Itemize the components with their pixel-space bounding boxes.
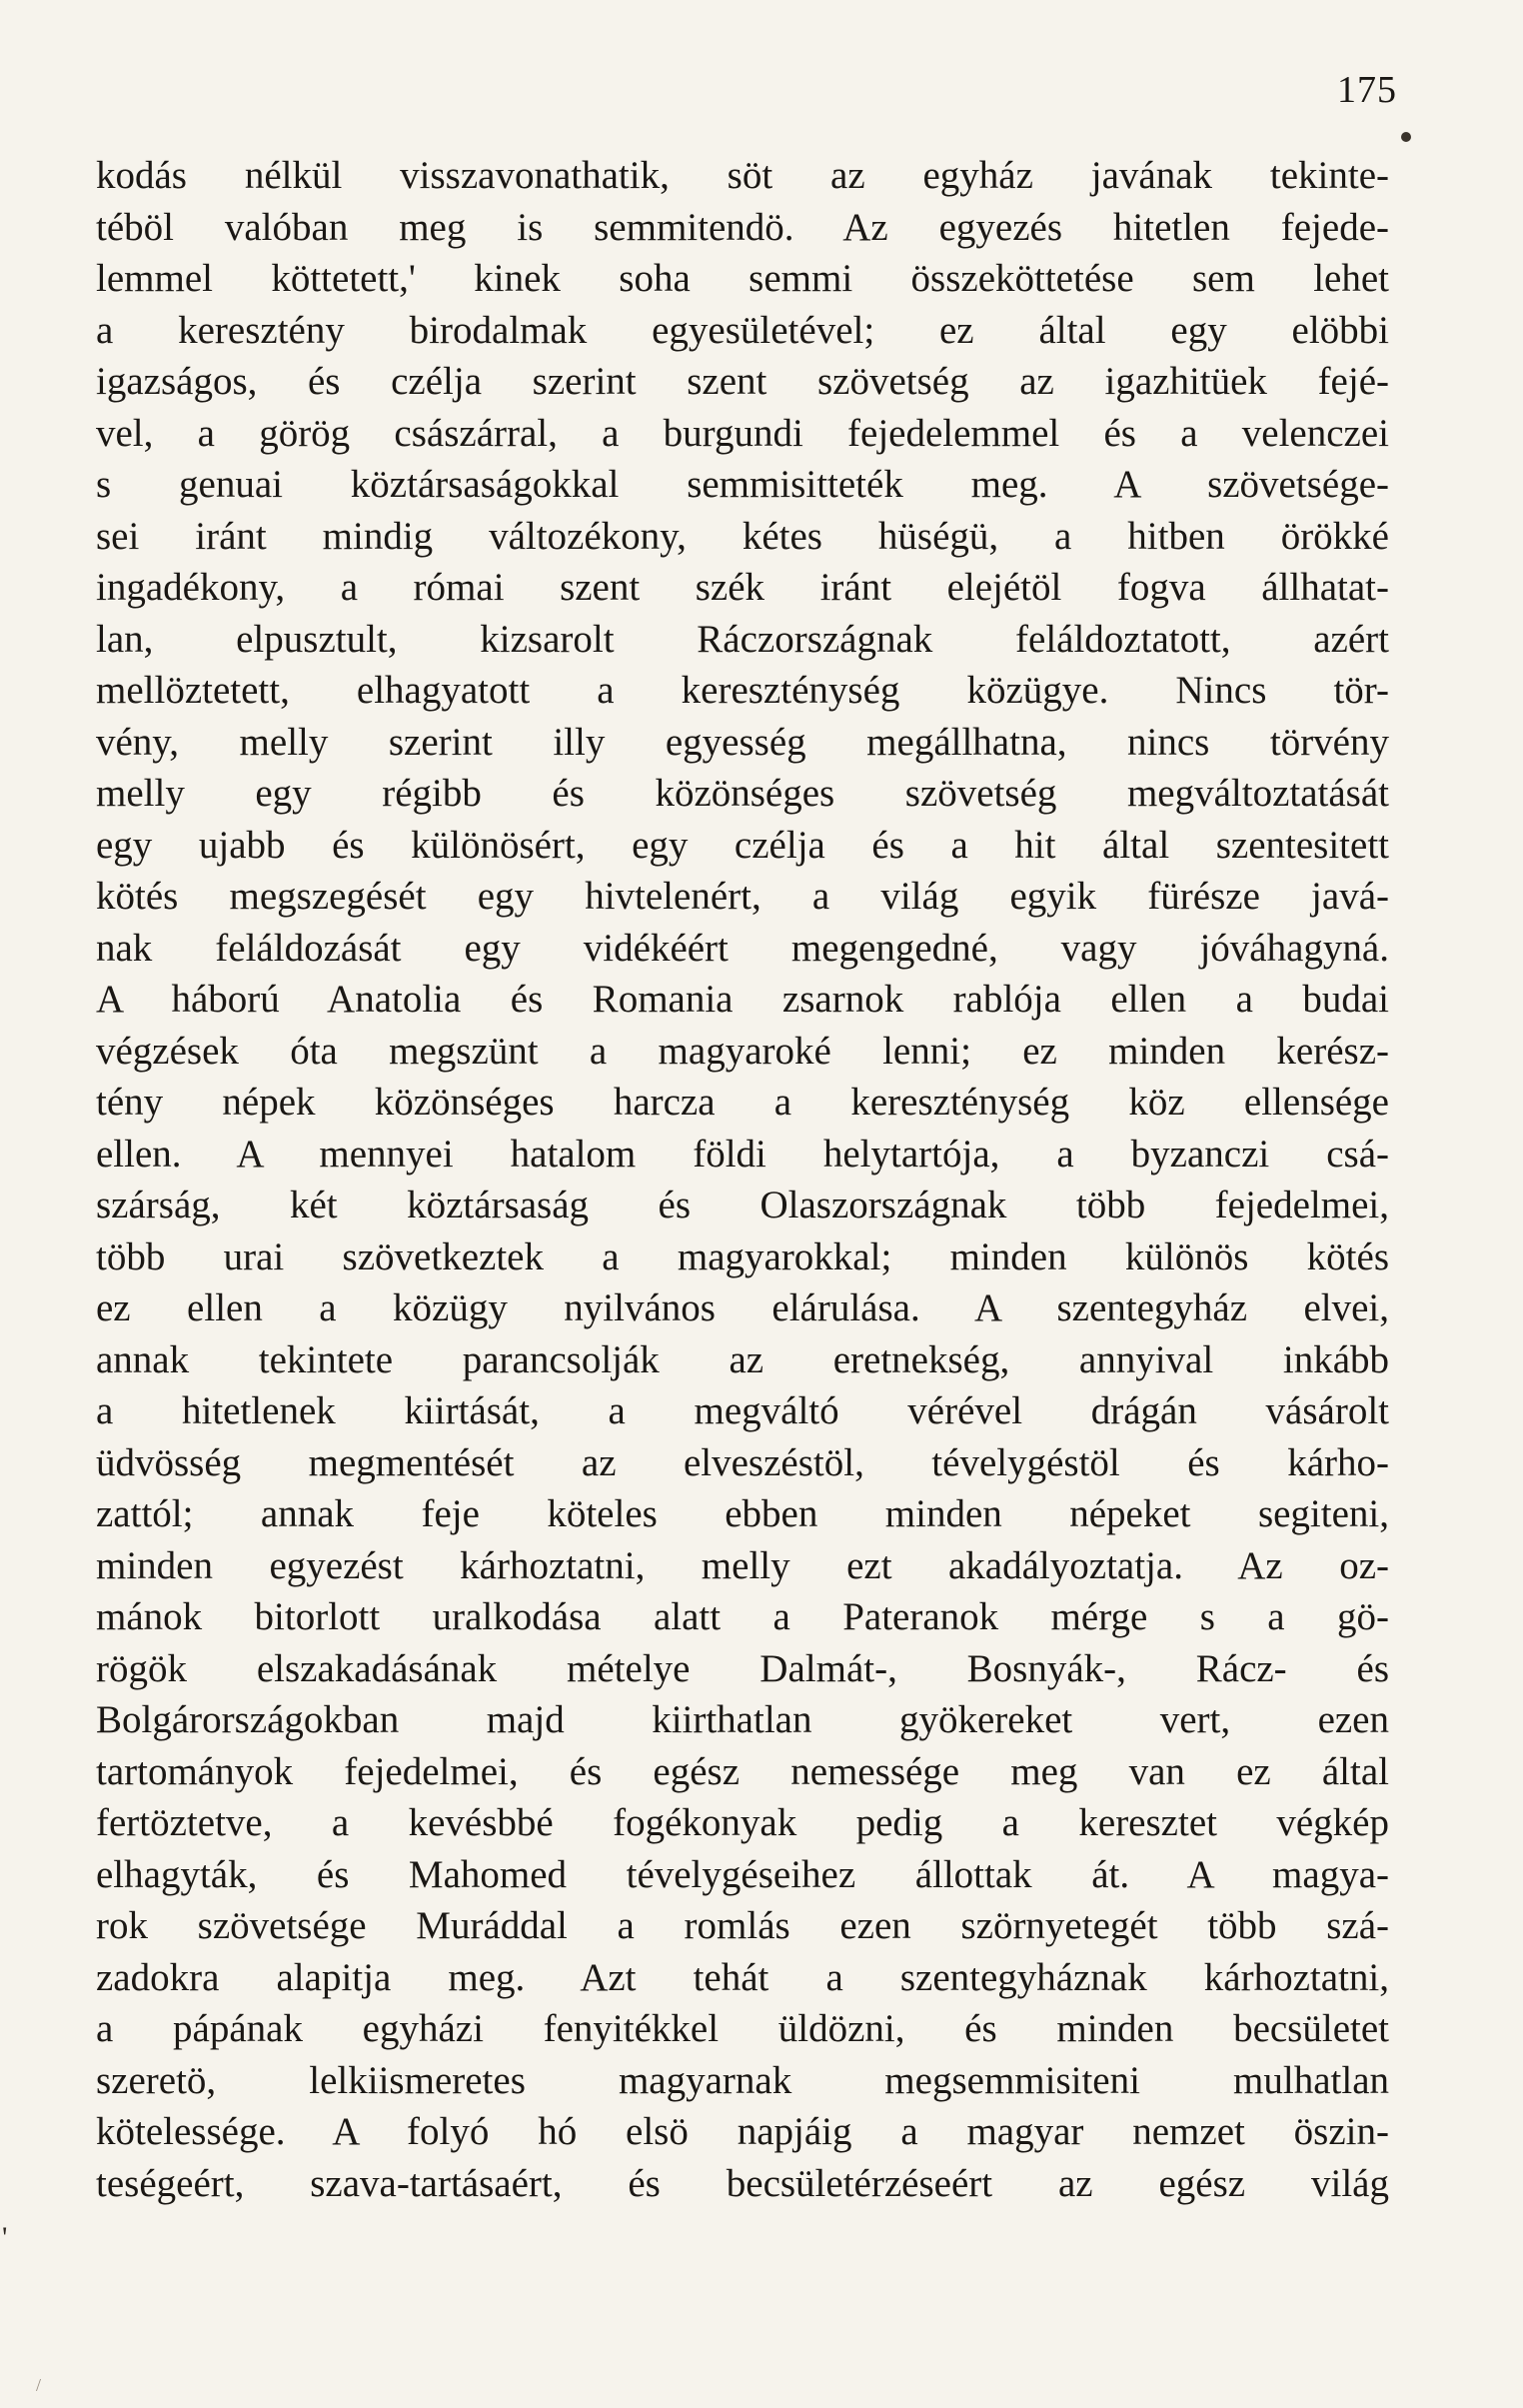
text-line: kötelessége. A folyó hó elsö napjáig a magyar nemzet öszin- <box>96 2110 1389 2153</box>
text-line: üdvösség megmentését az elveszéstöl, tévelygéstöl és kárho- <box>96 1440 1389 1484</box>
text-line: elhagyták, és Mahomed tévelygéseihez állottak át. A magya- <box>96 1852 1389 1896</box>
page-number: 175 <box>1337 69 1397 111</box>
text-line: kodás nélkül visszavonathatik, söt az egyház javának tekinte- <box>96 154 1389 197</box>
text-line: zattól; annak feje köteles ebben minden népeket segiteni, <box>96 1492 1389 1535</box>
text-line: igazságos, és czélja szerint szent szövetség az igazhitüek fejé- <box>96 360 1389 403</box>
text-line: ingadékony, a római szent szék iránt elejétöl fogva állhatat- <box>96 566 1389 609</box>
ink-spot <box>1401 132 1411 142</box>
text-line: Bolgárországokban majd kiirthatlan gyökereket vert, ezen <box>96 1698 1389 1741</box>
text-line: a pápának egyházi fenyitékkel üldözni, és minden becsületet <box>96 2007 1389 2050</box>
text-line: lemmel köttetett,' kinek soha semmi összeköttetése sem lehet <box>96 257 1389 300</box>
text-line: rögök elszakadásának mételye Dalmát-, Bosnyák-, Rácz- és <box>96 1646 1389 1690</box>
text-line: mellöztetett, elhagyatott a kereszténység közügye. Nincs tör- <box>96 669 1389 712</box>
text-line: szárság, két köztársaság és Olaszországnak több fejedelmei, <box>96 1184 1389 1226</box>
text-line: egy ujabb és különösért, egy czélja és a hit által szentesitett <box>96 823 1389 867</box>
margin-mark: ' <box>2 2221 8 2254</box>
text-line: melly egy régibb és közönséges szövetség megváltoztatását <box>96 772 1389 815</box>
text-line: végzések óta megszünt a magyaroké lenni; ez minden kerész- <box>96 1029 1389 1073</box>
text-line: s genuai köztársaságokkal semmisitteték meg. A szövetsége- <box>96 463 1389 506</box>
text-line: téböl valóban meg is semmitendö. Az egyezés hitetlen fejede- <box>96 205 1389 249</box>
text-line: szeretö, lelkiismeretes magyarnak megsemmisiteni mulhatlan <box>96 2058 1389 2102</box>
text-line: lan, elpusztult, kizsarolt Ráczországnak feláldoztatott, azért <box>96 617 1389 661</box>
text-line: vény, melly szerint illy egyesség megállhatna, nincs törvény <box>96 720 1389 764</box>
text-line: a hitetlenek kiirtását, a megváltó vérével drágán vásárolt <box>96 1389 1389 1432</box>
text-line: annak tekintete parancsolják az eretnekség, annyival inkább <box>96 1337 1389 1381</box>
text-line: nak feláldozását egy vidékéért megengedné, vagy jóváhagyná. <box>96 926 1389 970</box>
text-line: fertöztetve, a kevésbbé fogékonyak pedig a keresztet végkép <box>96 1801 1389 1844</box>
text-line: ellen. A mennyei hatalom földi helytartója, a byzanczi csá- <box>96 1132 1389 1176</box>
text-line: minden egyezést kárhoztatni, melly ezt akadályoztatja. Az oz- <box>96 1543 1389 1587</box>
text-line: kötés megszegését egy hivtelenért, a világ egyik fürésze javá- <box>96 875 1389 918</box>
text-line: tény népek közönséges harcza a kereszténység köz ellensége <box>96 1081 1389 1124</box>
margin-mark: / <box>36 2375 42 2395</box>
text-line: rok szövetsége Muráddal a romlás ezen szörnyetegét több szá- <box>96 1904 1389 1947</box>
text-line: teségeért, szava-tartásaért, és becsületérzéseért az egész világ <box>96 2161 1389 2205</box>
text-line: A háború Anatolia és Romania zsarnok rablója ellen a budai <box>96 978 1389 1021</box>
text-line: több urai szövetkeztek a magyarokkal; minden különös kötés <box>96 1234 1389 1278</box>
text-line: tartományok fejedelmei, és egész nemessége meg van ez által <box>96 1749 1389 1793</box>
text-line: zadokra alapitja meg. Azt tehát a szentegyháznak kárhoztatni, <box>96 1955 1389 1999</box>
text-line: sei iránt mindig változékony, kétes hüségü, a hitben örökké <box>96 514 1389 558</box>
body-text <box>96 150 1389 2209</box>
text-line: vel, a görög császárral, a burgundi fejedelemmel és a velenczei <box>96 411 1389 455</box>
text-line: mánok bitorlott uralkodása alatt a Pateranok mérge s a gö- <box>96 1595 1389 1638</box>
text-line: ez ellen a közügy nyilvános elárulása. A szentegyház elvei, <box>96 1286 1389 1329</box>
text-line: a keresztény birodalmak egyesületével; ez által egy elöbbi <box>96 308 1389 352</box>
